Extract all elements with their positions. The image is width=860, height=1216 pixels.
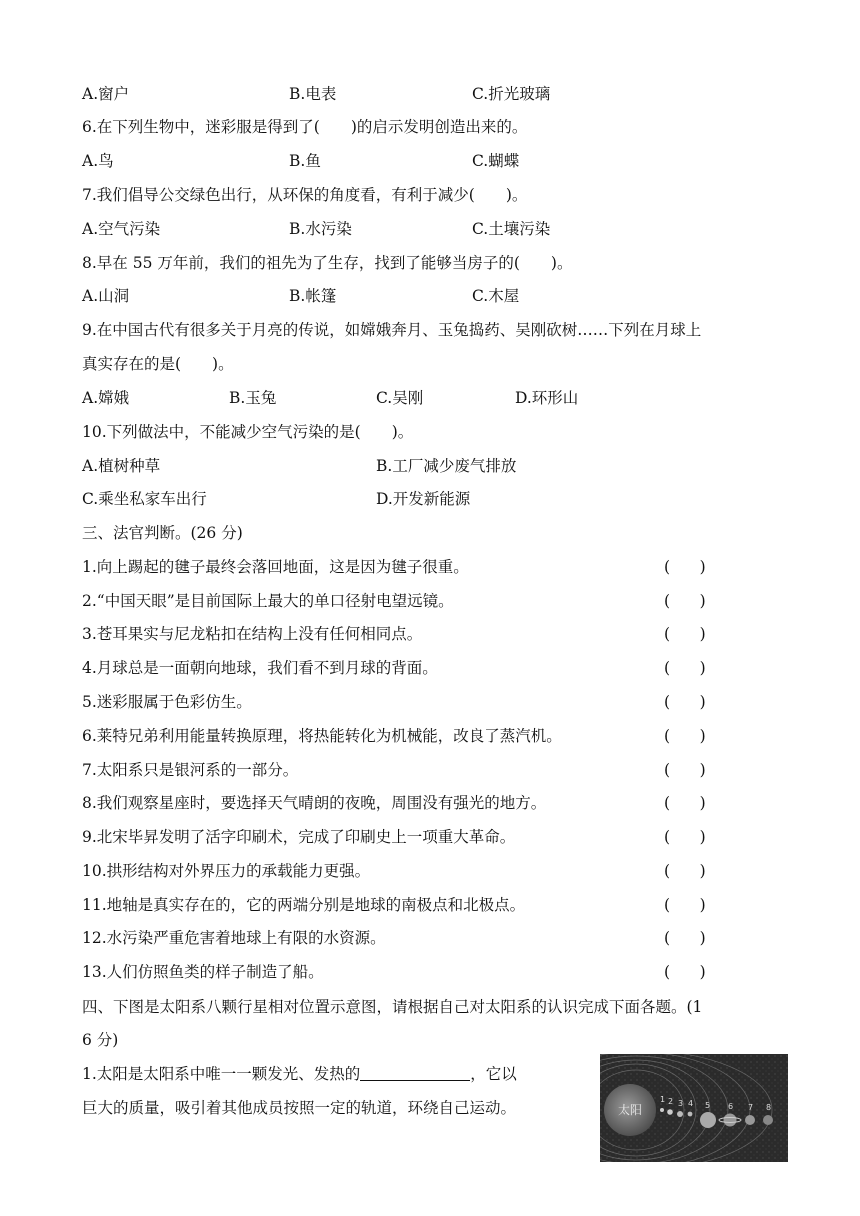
section4-q1-line2: 巨大的质量，吸引着其他成员按照一定的轨道，环绕自己运动。 (82, 1099, 517, 1117)
answer-paren-8[interactable]: ( ) (664, 794, 706, 812)
planet-icon (677, 1111, 683, 1117)
judge-item-7: 7.太阳系只是银河系的一部分。 (82, 761, 299, 779)
judge-item-8: 8.我们观察星座时，要选择天气晴朗的夜晚，周围没有强光的地方。 (82, 794, 547, 812)
q9-option-a: A.嫦娥 (82, 389, 130, 407)
q10-option-c: C.乘坐私家车出行 (82, 490, 207, 508)
q8-option-b: B.帐篷 (289, 287, 337, 305)
planet-icon (724, 1114, 737, 1127)
q10-option-b: B.工厂减少废气排放 (376, 457, 517, 475)
planet-number-4: 4 (688, 1099, 694, 1108)
q6-stem: 6.在下列生物中，迷彩服是得到了( )的启示发明创造出来的。 (82, 118, 528, 136)
answer-paren-7[interactable]: ( ) (664, 761, 706, 779)
q6-option-a: A.鸟 (82, 152, 114, 170)
q8-option-a: A.山洞 (82, 287, 130, 305)
q6-option-b: B.鱼 (289, 152, 321, 170)
answer-paren-12[interactable]: ( ) (664, 929, 706, 947)
planet-icon (700, 1112, 716, 1128)
judge-item-9: 9.北宋毕昇发明了活字印刷术，完成了印刷史上一项重大革命。 (82, 828, 516, 846)
answer-paren-11[interactable]: ( ) (664, 896, 706, 914)
answer-paren-3[interactable]: ( ) (664, 625, 706, 643)
q5-option-a: A.窗户 (82, 85, 130, 103)
planet-number-6: 6 (728, 1102, 734, 1111)
section4-q1-text-a: 1.太阳是太阳系中唯一一颗发光、发热的 (82, 1065, 361, 1083)
fill-blank[interactable] (360, 1064, 470, 1081)
judge-item-6: 6.莱特兄弟利用能量转换原理，将热能转化为机械能，改良了蒸汽机。 (82, 727, 562, 745)
judge-item-10: 10.拱形结构对外界压力的承载能力更强。 (82, 862, 371, 880)
q9-option-b: B.玉兔 (229, 389, 277, 407)
planet-icon (745, 1115, 755, 1125)
planet-icon (763, 1115, 773, 1125)
planet-number-5: 5 (705, 1101, 711, 1110)
planet-icon (660, 1108, 664, 1112)
judge-item-4: 4.月球总是一面朝向地球，我们看不到月球的背面。 (82, 659, 438, 677)
answer-paren-5[interactable]: ( ) (664, 693, 706, 711)
judge-item-11: 11.地轴是真实存在的，它的两端分别是地球的南极点和北极点。 (82, 896, 526, 914)
q9-stem-line1: 9.在中国古代有很多关于月亮的传说，如嫦娥奔月、玉兔捣药、吴刚砍树……下列在月球上 (82, 321, 702, 339)
q7-option-b: B.水污染 (289, 220, 352, 238)
section3-title: 三、法官判断。(26 分) (82, 524, 243, 542)
q7-option-a: A.空气污染 (82, 220, 161, 238)
solar-system-figure (600, 1054, 788, 1162)
planet-icon (688, 1112, 693, 1117)
section4-title-line2: 6 分) (82, 1031, 119, 1049)
judge-item-1: 1.向上踢起的毽子最终会落回地面，这是因为毽子很重。 (82, 558, 469, 576)
judge-item-5: 5.迷彩服属于色彩仿生。 (82, 693, 252, 711)
judge-item-13: 13.人们仿照鱼类的样子制造了船。 (82, 963, 324, 981)
answer-paren-4[interactable]: ( ) (664, 659, 706, 677)
q8-stem: 8.早在 55 万年前，我们的祖先为了生存，找到了能够当房子的( )。 (82, 254, 573, 272)
planet-number-2: 2 (668, 1097, 674, 1106)
answer-paren-6[interactable]: ( ) (664, 727, 706, 745)
sun-label: 太阳 (618, 1103, 643, 1117)
q6-option-c: C.蝴蝶 (472, 152, 520, 170)
q9-option-d: D.环形山 (515, 389, 579, 407)
section4-q1-text-b: ，它以 (470, 1065, 517, 1083)
solar-system-diagram (600, 1054, 788, 1162)
planet-number-7: 7 (748, 1103, 754, 1112)
judge-item-12: 12.水污染严重危害着地球上有限的水资源。 (82, 929, 386, 947)
q8-option-c: C.木屋 (472, 287, 520, 305)
q9-stem-line2: 真实存在的是( )。 (82, 355, 234, 373)
answer-paren-2[interactable]: ( ) (664, 592, 706, 610)
q9-option-c: C.吴刚 (376, 389, 424, 407)
answer-paren-10[interactable]: ( ) (664, 862, 706, 880)
q7-option-c: C.土壤污染 (472, 220, 551, 238)
section4-title-line1: 四、下图是太阳系八颗行星相对位置示意图，请根据自己对太阳系的认识完成下面各题。(1 (82, 998, 703, 1016)
answer-paren-13[interactable]: ( ) (664, 963, 706, 981)
q10-option-d: D.开发新能源 (376, 490, 471, 508)
q5-option-c: C.折光玻璃 (472, 85, 551, 103)
section4-q1-line1 (82, 1064, 517, 1084)
planet-icon (667, 1109, 673, 1115)
q10-option-a: A.植树种草 (82, 457, 161, 475)
q7-stem: 7.我们倡导公交绿色出行，从环保的角度看，有利于减少( )。 (82, 186, 528, 204)
answer-paren-1[interactable]: ( ) (664, 558, 706, 576)
judge-item-3: 3.苍耳果实与尼龙粘扣在结构上没有任何相同点。 (82, 625, 423, 643)
q10-stem: 10.下列做法中，不能减少空气污染的是( )。 (82, 423, 414, 441)
answer-paren-9[interactable]: ( ) (664, 828, 706, 846)
judge-item-2: 2.“中国天眼”是目前国际上最大的单口径射电望远镜。 (82, 592, 454, 610)
q5-option-b: B.电表 (289, 85, 337, 103)
planet-number-1: 1 (660, 1095, 666, 1104)
planet-number-8: 8 (766, 1103, 772, 1112)
planet-number-3: 3 (678, 1099, 684, 1108)
